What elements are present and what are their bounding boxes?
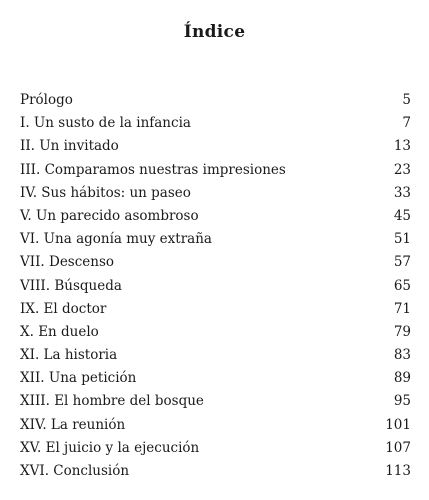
- toc-entry-page: 33: [393, 184, 411, 201]
- toc-entry-label: I. Un susto de la infancia: [20, 115, 191, 132]
- toc-entry-page: 79: [393, 323, 411, 340]
- toc-entry-label: Prólogo: [20, 92, 73, 108]
- table-of-contents: [20, 89, 411, 483]
- toc-entry-label: VIII. Búsqueda: [20, 277, 122, 294]
- toc-entry: [20, 159, 411, 182]
- toc-entry-label: II. Un invitado: [20, 138, 119, 155]
- toc-entry-page: 107: [385, 439, 411, 456]
- toc-entry: [20, 182, 411, 205]
- toc-entry: [20, 112, 411, 135]
- toc-entry-label: VII. Descenso: [20, 254, 115, 271]
- toc-entry-page: 113: [385, 463, 411, 479]
- toc-entry-label: XI. La historia: [20, 347, 118, 364]
- toc-entry: [20, 390, 411, 413]
- toc-entry-label: XIV. La reunión: [20, 416, 126, 433]
- toc-entry: [20, 414, 411, 437]
- toc-entry-page: 23: [393, 161, 411, 178]
- toc-entry: [20, 89, 411, 112]
- toc-entry-label: XII. Una petición: [20, 370, 137, 387]
- toc-entry: [20, 321, 411, 344]
- page-title: Índice: [183, 22, 246, 42]
- toc-entry-label: XV. El juicio y la ejecución: [20, 439, 200, 456]
- toc-entry: [20, 205, 411, 228]
- toc-entry-label: XIII. El hombre del bosque: [20, 393, 204, 410]
- toc-entry: [20, 135, 411, 158]
- toc-entry-label: III. Comparamos nuestras impresiones: [20, 161, 286, 178]
- toc-entry-label: IX. El doctor: [20, 300, 107, 317]
- toc-entry-label: XVI. Conclusión: [20, 463, 130, 479]
- toc-entry: [20, 275, 411, 298]
- toc-entry-page: 95: [393, 393, 411, 410]
- toc-entry: [20, 460, 411, 483]
- toc-entry-page: 101: [385, 416, 411, 433]
- toc-entry-page: 13: [393, 138, 411, 155]
- toc-entry-page: 65: [393, 277, 411, 294]
- toc-entry-page: 7: [402, 115, 411, 132]
- toc-entry: [20, 344, 411, 367]
- toc-entry-page: 71: [393, 300, 411, 317]
- toc-entry: [20, 298, 411, 321]
- toc-entry-page: 5: [402, 92, 411, 108]
- toc-entry: [20, 228, 411, 251]
- toc-entry-label: V. Un parecido asombroso: [20, 207, 199, 224]
- toc-entry-label: VI. Una agonía muy extraña: [20, 231, 212, 248]
- toc-entry: [20, 367, 411, 390]
- toc-entry-page: 45: [393, 207, 411, 224]
- toc-entry: [20, 251, 411, 274]
- toc-entry-page: 83: [393, 347, 411, 364]
- toc-entry-label: X. En duelo: [20, 323, 99, 340]
- toc-entry-page: 89: [393, 370, 411, 387]
- toc-entry: [20, 437, 411, 460]
- toc-entry-label: IV. Sus hábitos: un paseo: [20, 184, 191, 201]
- toc-entry-page: 51: [393, 231, 411, 248]
- toc-entry-page: 57: [393, 254, 411, 271]
